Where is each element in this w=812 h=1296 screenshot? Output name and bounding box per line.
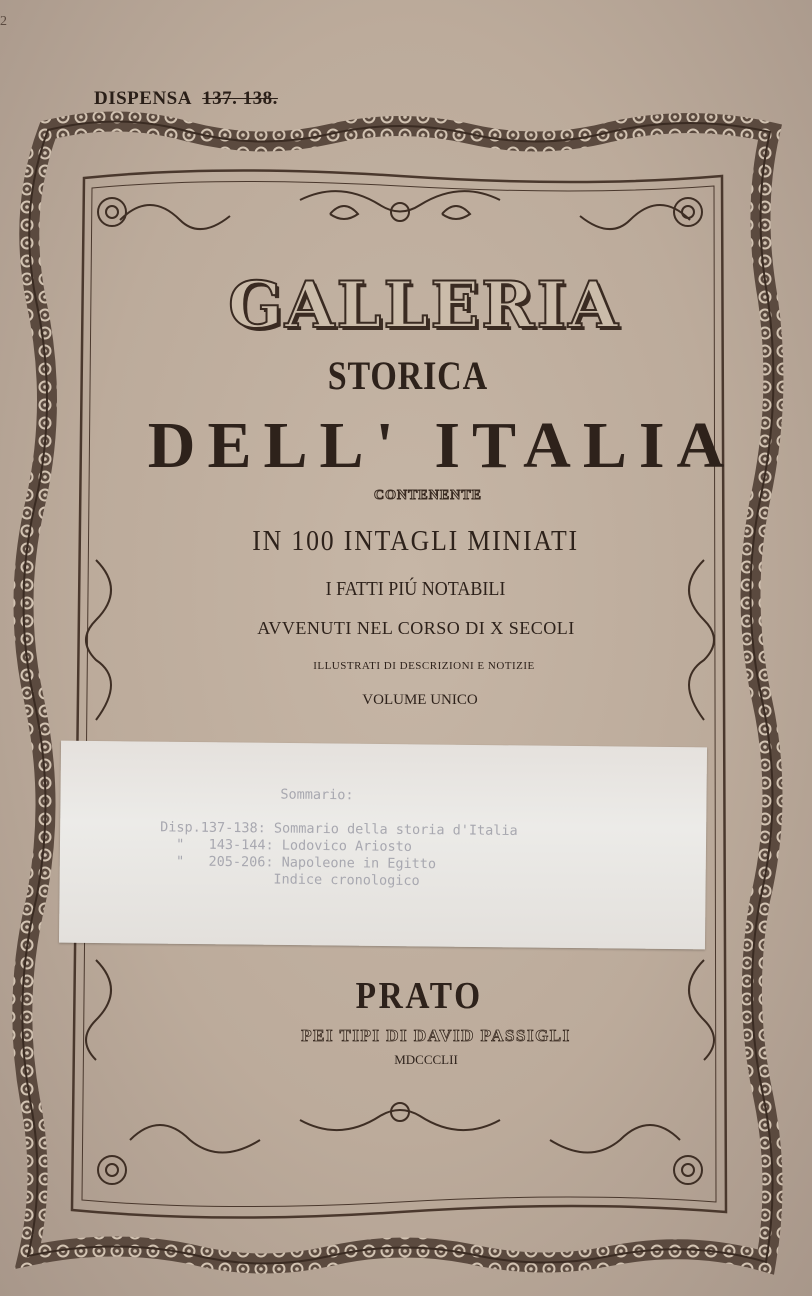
title-dell-italia: DELL' ITALIA	[147, 409, 737, 482]
imprint-printer: PEI TIPI DI DAVID PASSIGLI	[301, 1026, 571, 1045]
label-row: " 205-206: Napoleone in Egitto	[159, 853, 437, 873]
subtitle-volume: VOLUME UNICO	[362, 692, 478, 708]
label-row: " 143-144: Lodovico Ariosto	[159, 836, 412, 855]
subtitle-illustrati: ILLUSTRATI DI DESCRIZIONI E NOTIZIE	[313, 660, 535, 672]
dispensa-numbers: 137. 138.	[202, 88, 278, 109]
page-corner-number: 2	[0, 14, 7, 29]
imprint-city: PRATO	[355, 975, 483, 1017]
label-row: Indice cronologico	[159, 870, 420, 889]
dispensa-label: DISPENSA	[94, 88, 191, 109]
title-galleria: GALLERIA	[228, 268, 620, 343]
label-contents	[159, 785, 680, 892]
top-scroll-ornament	[120, 191, 690, 229]
subtitle-contenente: CONTENENTE	[373, 488, 483, 503]
subtitle-intagli: IN 100 INTAGLI MINIATI	[252, 526, 579, 557]
subtitle-avvenuti: AVVENUTI NEL CORSO DI X SECOLI	[257, 618, 575, 638]
label-heading: Sommario:	[280, 786, 354, 804]
label-row: Disp.137-138: Sommario della storia d'Italia	[160, 819, 518, 840]
title-storica: STORICA	[327, 353, 488, 398]
imprint-year: MDCCCLII	[394, 1052, 458, 1067]
bottom-scroll-ornament	[130, 1103, 680, 1153]
subtitle-fatti: I FATTI PIÚ NOTABILI	[325, 578, 506, 600]
